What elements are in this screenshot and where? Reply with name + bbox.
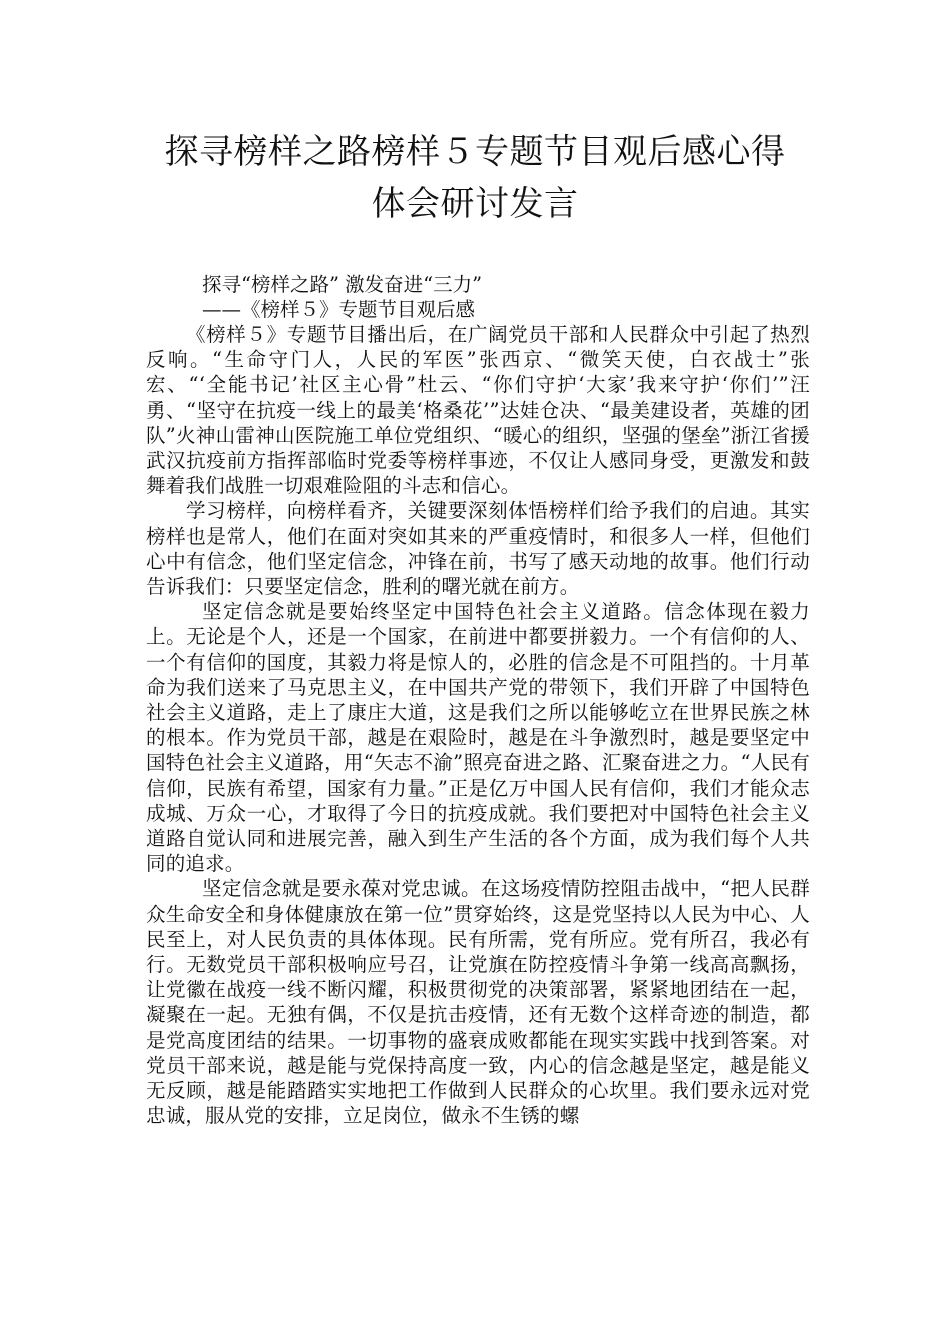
paragraph-4: 坚定信念就是要永葆对党忠诚。在这场疫情防控阻击战中，“把人民群众生命安全和身体健康放在第一位”贯穿始终，这是党坚持以人民为中心、人民至上，对人民负责的具体体现。民有所需，党有所应。党有所召，我必有行。无数党员干部积极响应号召，让党旗在防控疫情斗争第一线高高飘扬，让党徽在战疫一线不断闪耀，积极贯彻党的决策部署，紧紧地团结在一起，凝聚在一起。无独有偶，不仅是抗击疫情，还有无数个这样奇迹的制造，都是党高度团结的结果。一切事物的盛衰成败都能在现实实践中找到答案。对党员干部来说，越是能与党保持高度一致，内心的信念越是坚定，越是能义无反顾，越是能踏踏实实地把工作做到人民群众的心坎里。我们要永远对党忠诚，服从党的安排，立足岗位，做永不生锈的螺	[146, 877, 810, 1128]
paragraph-2: 学习榜样，向榜样看齐，关键要深刻体悟榜样们给予我们的启迪。其实榜样也是常人，他们在面对突如其来的严重疫情时，和很多人一样，但他们心中有信念，他们坚定信念，冲锋在前，书写了感天动地的故事。他们行动告诉我们：只要坚定信念，胜利的曙光就在前方。	[146, 499, 810, 599]
byline: ——《榜样５》专题节目观后感	[202, 298, 476, 321]
document-body	[146, 272, 810, 1129]
paragraph-3: 坚定信念就是要始终坚定中国特色社会主义道路。信念体现在毅力上。无论是个人，还是一个国家，在前进中都要拼毅力。一个有信仰的人、一个有信仰的国度，其毅力将是惊人的，必胜的信念是不可阻挡的。十月革命为我们送来了马克思主义，在中国共产党的带领下，我们开辟了中国特色社会主义道路，走上了康庄大道，这是我们之所以能够屹立在世界民族之林的根本。作为党员干部，越是在艰险时，越是在斗争激烈时，越是要坚定中国特色社会主义道路，用“矢志不渝”照亮奋进之路、汇聚奋进之力。“人民有信仰，民族有希望，国家有力量。”正是亿万中国人民有信仰，我们才能众志成城、万众一心，才取得了今日的抗疫成就。我们要把对中国特色社会主义道路自觉认同和进展完善，融入到生产生活的各个方面，成为我们每个人共同的追求。	[146, 600, 810, 876]
subtitle: 探寻“榜样之路” 激发奋进“三力”	[202, 273, 483, 296]
title-line-1: 探寻榜样之路榜样５专题节目观后感心得	[164, 132, 786, 172]
document-title	[130, 126, 820, 230]
title-line-2: 体会研讨发言	[371, 184, 579, 224]
paragraph-1: 《榜样５》专题节目播出后，在广阔党员干部和人民群众中引起了热烈反响。“生命守门人，人民的军医”张西京、“微笑天使，白衣战士”张宏、“‘全能书记’社区主心骨”杜云、“你们守护‘大家’我来守护‘你们’”汪勇、“坚守在抗疫一线上的最美‘格桑花’”达娃仓决、“最美建设者，英雄的团队”火神山雷神山医院施工单位党组织、“暖心的组织，坚强的堡垒”浙江省援武汉抗疫前方指挥部临时党委等榜样事迹，不仅让人感同身受，更激发和鼓舞着我们战胜一切艰难险阻的斗志和信心。	[146, 323, 810, 498]
